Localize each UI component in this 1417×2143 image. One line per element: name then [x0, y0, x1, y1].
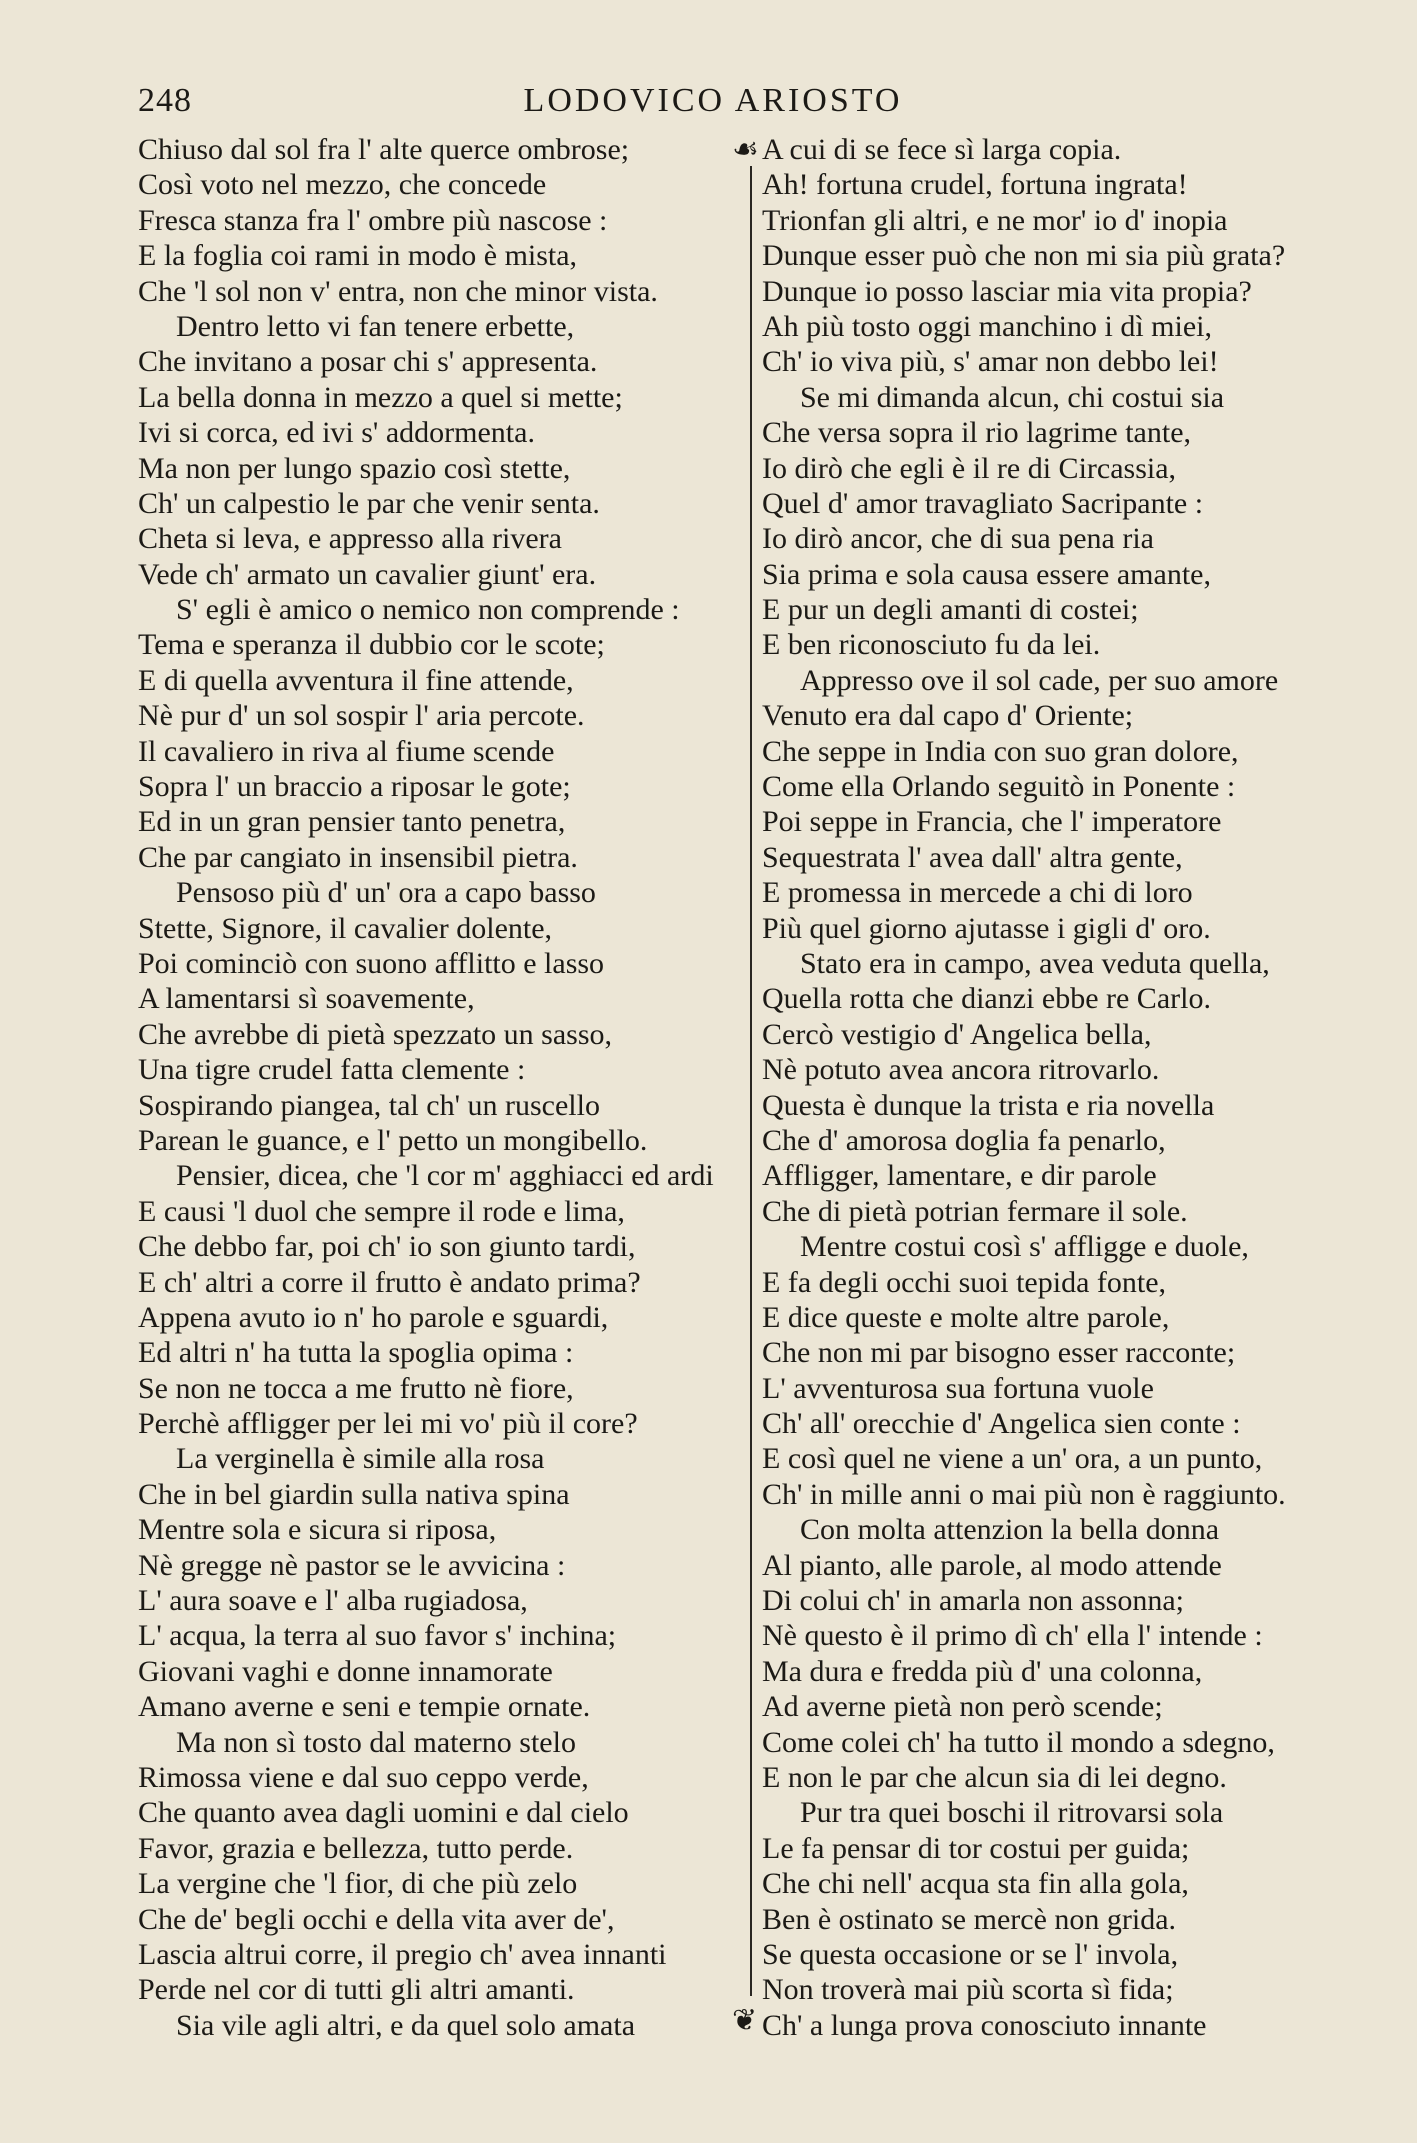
verse-line: Che 'l sol non v' entra, non che minor vista. [138, 274, 658, 308]
verse-line: Non troverà mai più scorta sì fida; [762, 1973, 1174, 2007]
verse-line: E fa degli occhi suoi tepida fonte, [762, 1265, 1167, 1299]
verse-line: E la foglia coi rami in modo è mista, [138, 239, 578, 273]
verse-line: E causi 'l duol che sempre il rode e lima, [138, 1194, 625, 1228]
verse-line: Io dirò ancor, che di sua pena ria [762, 522, 1154, 556]
verse-line: Trionfan gli altri, e ne mor' io d' inopia [762, 203, 1228, 237]
verse-line: Parean le guance, e l' petto un mongibello. [138, 1123, 648, 1157]
verse-line: Dentro letto vi fan tenere erbette, [176, 309, 575, 343]
verse-line: Che non mi par bisogno esser raccontе; [762, 1336, 1236, 1370]
verse-line: Pensier, dicea, che 'l cor m' agghiacci ed ardi [176, 1159, 714, 1193]
verse-line: Ch' in mille anni o mai più non è raggiunto. [762, 1477, 1286, 1511]
column-rule [750, 166, 752, 1996]
verse-line: E così quel ne viene a un' ora, a un punto, [762, 1442, 1263, 1476]
verse-line: Poi cominciò con suono afflitto e lasso [138, 946, 605, 980]
verse-line: Con molta attenzion la bella donna [800, 1513, 1220, 1547]
verse-line: Nè potuto avea ancora ritrovarlo. [762, 1053, 1160, 1087]
verse-line: Fresca stanza fra l' ombre più nascose : [138, 203, 608, 237]
verse-line: La vergine che 'l fior, di che più zelo [138, 1867, 578, 1901]
verse-line: A cui di se fece sì larga copia. [762, 133, 1122, 166]
verse-line: Cercò vestigio d' Angelica bella, [762, 1017, 1152, 1051]
verse-line: Ma non sì tosto dal materno stelo [176, 1725, 576, 1759]
verse-line: Ch' a lunga prova conosciuto innante [762, 2008, 1207, 2042]
verse-line: Sia vile agli altri, e da quel solo amata [176, 2008, 636, 2042]
verse-line: E promessa in mercede a chi di loro [762, 876, 1193, 910]
verse-line: Che avrebbe di pietà spezzato un sasso, [138, 1017, 613, 1051]
verse-line: Ah più tosto oggi manchino i dì miei, [762, 309, 1212, 343]
verse-line: Quella rotta che dianzi ebbe re Carlo. [762, 982, 1211, 1016]
verse-line: Sia prima e sola causa essere amante, [762, 557, 1211, 591]
verse-line: S' egli è amico o nemico non comprende : [176, 593, 680, 627]
verse-line: Che versa sopra il rio lagrime tante, [762, 416, 1192, 450]
verse-line: Che debbo far, poi ch' io son giunto tardi, [138, 1230, 636, 1264]
verse-line: Lascia altrui corre, il pregio ch' avea innanti [138, 1937, 667, 1971]
verse-line: Ma non per lungo spazio così stette, [138, 451, 571, 485]
verse-line: Ma dura e fredda più d' una colonna, [762, 1654, 1203, 1688]
verse-line: Rimossa viene e dal suo ceppo verde, [138, 1760, 589, 1794]
verse-line: Il cavaliero in riva al fiume scende [138, 734, 555, 768]
verse-line: Quel d' amor travagliato Sacripante : [762, 486, 1204, 520]
verse-line: Come colei ch' ha tutto il mondo a sdegno, [762, 1725, 1275, 1759]
verse-line: Ch' io viva più, s' amar non debbo lei! [762, 345, 1219, 379]
bottom-ornament-icon: ❦ [732, 2003, 758, 2038]
verse-line: Di colui ch' in amarla non assonna; [762, 1584, 1184, 1618]
verse-line: Ed in un gran pensier tanto penetra, [138, 805, 566, 839]
left-column [138, 132, 738, 2043]
verse-line: Dunque esser può che non mi sia più grata? [762, 239, 1286, 273]
verse-line: Ad averne pietà non però scende; [762, 1690, 1163, 1724]
verse-line: Come ella Orlando seguitò in Ponente : [762, 770, 1236, 804]
verse-line: Al pianto, alle parole, al modo attende [762, 1548, 1222, 1582]
right-column [762, 132, 1367, 2043]
verse-line: Perde nel cor di tutti gli altri amanti. [138, 1973, 575, 2007]
verse-line: Che par cangiato in insensibil pietra. [138, 840, 578, 874]
verse-line: Giovani vaghi e donne innamorate [138, 1654, 553, 1688]
verse-line: Stette, Signore, il cavalier dolente, [138, 911, 553, 945]
verse-line: Che di pietà potrian fermare il sole. [762, 1194, 1188, 1228]
verse-line: Sospirando piangea, tal ch' un ruscello [138, 1088, 600, 1122]
verse-line: Vede ch' armato un cavalier giunt' era. [138, 557, 597, 591]
verse-line: Cheta si leva, e appresso alla rivera [138, 522, 562, 556]
verse-line: Appena avuto io n' ho parole e sguardi, [138, 1300, 609, 1334]
page-number: 248 [138, 82, 192, 119]
verse-line: Chiuso dal sol fra l' alte querce ombrose; [138, 133, 630, 166]
verse-line: Nè gregge nè pastor se le avvicina : [138, 1548, 566, 1582]
verse-line: Che chi nell' acqua sta fin alla gola, [762, 1867, 1189, 1901]
verse-line: Che seppe in India con suo gran dolore, [762, 734, 1239, 768]
verse-line: Poi seppe in Francia, che l' imperatore [762, 805, 1222, 839]
verse-line: Ben è ostinato se mercè non grida. [762, 1902, 1177, 1936]
verse-line: Se mi dimanda alcun, chi costui sia [800, 380, 1225, 414]
top-ornament-icon: ☙ [732, 132, 759, 167]
verse-line: Ch' all' orecchie d' Angelica sien conte : [762, 1407, 1241, 1441]
verse-line: L' acqua, la terra al suo favor s' inchina; [138, 1619, 617, 1653]
verse-line: Io dirò che egli è il re di Circassia, [762, 451, 1177, 485]
verse-line: Se non ne tocca a me frutto nè fiore, [138, 1371, 574, 1405]
verse-line: Che invitano a posar chi s' appresenta. [138, 345, 598, 379]
verse-line: E dice queste e molte altre parole, [762, 1300, 1170, 1334]
verse-line: Che quanto avea dagli uomini e dal cielo [138, 1796, 629, 1830]
verse-line: Amano averne e seni e tempie ornate. [138, 1690, 591, 1724]
verse-line: Ah! fortuna crudel, fortuna ingrata! [762, 168, 1188, 202]
verse-line: Che in bel giardin sulla nativa spina [138, 1477, 570, 1511]
verse-line: E di quella avventura il fine attende, [138, 663, 574, 697]
verse-line: Tema e speranza il dubbio cor le scote; [138, 628, 605, 662]
verse-line: Se questa occasione or se l' invola, [762, 1937, 1179, 1971]
verse-line: Dunque io posso lasciar mia vita propia? [762, 274, 1252, 308]
verse-line: La verginella è simile alla rosa [176, 1442, 545, 1476]
verse-line: Che de' begli occhi e della vita aver de', [138, 1902, 615, 1936]
verse-line: E non le par che alcun sia di lei degno. [762, 1760, 1227, 1794]
verse-line: L' avventurosa sua fortuna vuole [762, 1371, 1154, 1405]
running-title: LODOVICO ARIOSTO [523, 82, 903, 119]
verse-line: Sopra l' un braccio a riposar le gote; [138, 770, 571, 804]
verse-line: Ch' un calpestio le par che venir senta. [138, 486, 600, 520]
verse-line: Venuto era dal capo d' Oriente; [762, 699, 1134, 733]
verse-line: Pur tra quei boschi il ritrovarsi sola [800, 1796, 1224, 1830]
verse-line: La bella donna in mezzo a quel si mette; [138, 380, 623, 414]
page-header [138, 82, 1288, 128]
verse-line: E ben riconosciuto fu da lei. [762, 628, 1101, 662]
verse-line: Appresso ove il sol cade, per suo amore [800, 663, 1279, 697]
verse-line: Pensoso più d' un' ora a capo basso [176, 876, 596, 910]
verse-line: Affligger, lamentare, e dir parole [762, 1159, 1157, 1193]
verse-line: Ed altri n' ha tutta la spoglia opima : [138, 1336, 574, 1370]
verse-line: Più quel giorno ajutasse i gigli d' oro. [762, 911, 1211, 945]
verse-line: Mentre costui così s' affligge e duole, [800, 1230, 1249, 1264]
verse-line: Le fa pensar di tor costui per guida; [762, 1831, 1190, 1865]
verse-line: Nè questo è il primo dì ch' ella l' intende : [762, 1619, 1263, 1653]
verse-line: Che d' amorosa doglia fa penarlo, [762, 1123, 1166, 1157]
verse-line: Ivi si corca, ed ivi s' addormenta. [138, 416, 535, 450]
verse-line: A lamentarsi sì soavemente, [138, 982, 475, 1016]
verse-line: Perchè affligger per lei mi vo' più il core? [138, 1407, 638, 1441]
verse-line: L' aura soave e l' alba rugiadosa, [138, 1584, 528, 1618]
verse-line: Questa è dunque la trista e ria novella [762, 1088, 1215, 1122]
verse-line: E pur un degli amanti di costei; [762, 593, 1139, 627]
verse-line: E ch' altri a corre il frutto è andato prima? [138, 1265, 641, 1299]
verse-line: Favor, grazia e bellezza, tutto perde. [138, 1831, 574, 1865]
verse-line: Una tigre crudel fatta clemente : [138, 1053, 526, 1087]
verse-line: Così voto nel mezzo, che concede [138, 168, 547, 202]
verse-line: Nè pur d' un sol sospir l' aria percote. [138, 699, 585, 733]
verse-line: Sequestrata l' avea dall' altra gente, [762, 840, 1183, 874]
verse-line: Stato era in campo, avea veduta quella, [800, 946, 1270, 980]
verse-line: Mentre sola e sicura si riposa, [138, 1513, 497, 1547]
